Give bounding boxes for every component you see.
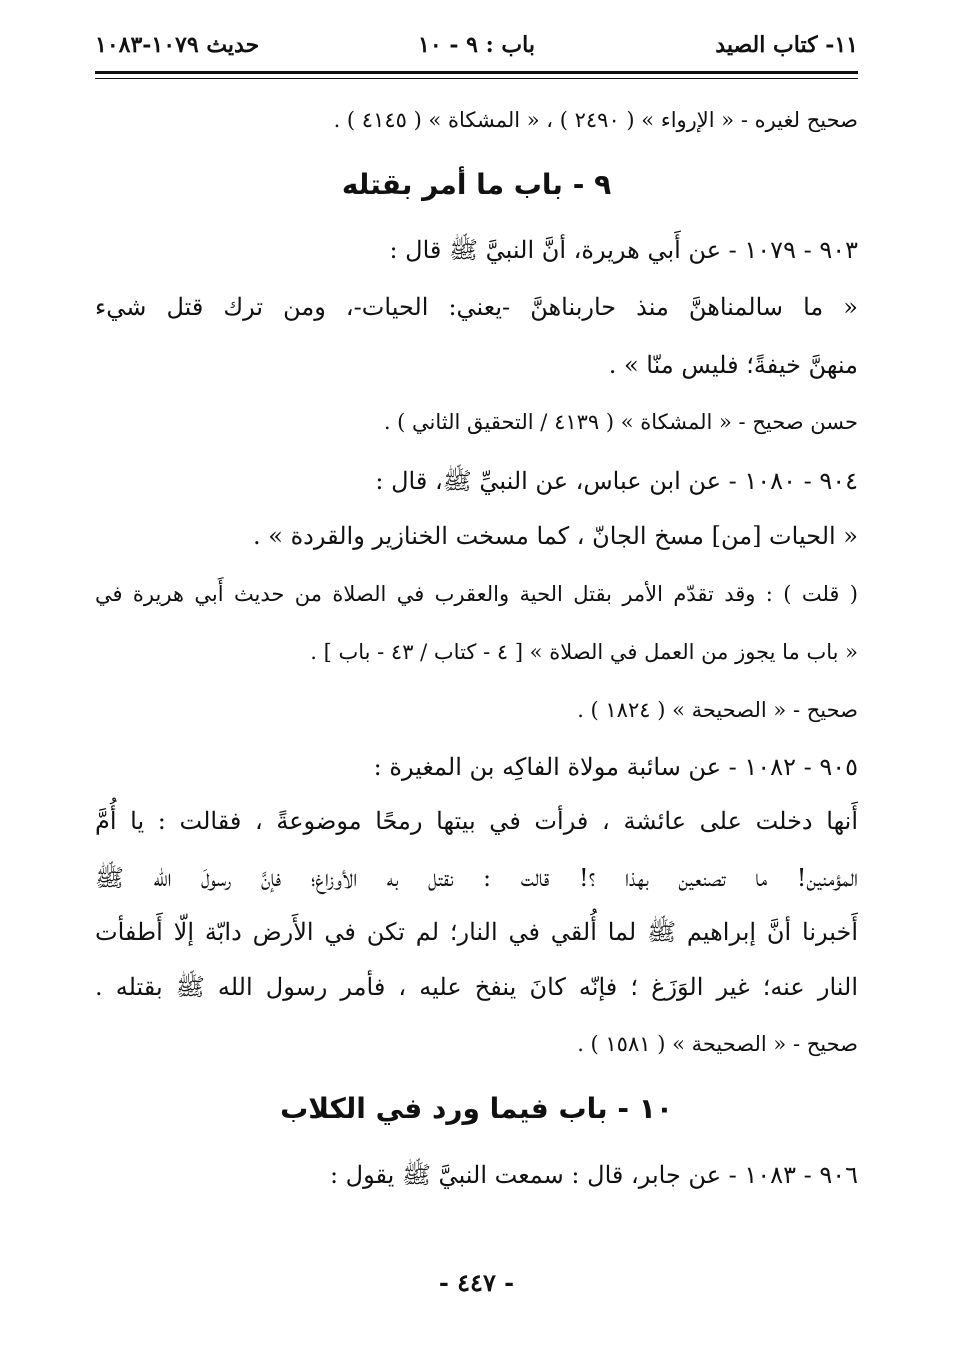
hadith-text-line: « الحيات [من] مسخ الجانّ ، كما مسخت الخنازير والقردة » . — [253, 522, 858, 550]
note-line: ( قلت ) : وقد تقدّم الأمر بقتل الحية والعقرب في الصلاة من حديث أَبي هريرة في — [95, 582, 858, 606]
grading-line: صحيح - « الصحيحة » ( ١٥٨١ ) . — [577, 1032, 858, 1056]
header-rule-thin — [95, 78, 858, 79]
hadith-text-line: « ما سالمناهنَّ منذ حاربناهنَّ -يعني: الحيات-، ومن ترك قتل شيء — [95, 293, 858, 321]
header-bab-range: باب : ٩ - ١٠ — [418, 32, 535, 58]
chapter-heading: ٩ - باب ما أمر بقتله — [341, 168, 612, 201]
hadith-isnad-line: ٩٠٤ - ١٠٨٠ - عن ابن عباس، عن النبيِّ ﷺ، قال : — [375, 467, 858, 495]
running-header — [95, 28, 858, 68]
header-rule-thick — [95, 71, 858, 74]
header-book-title: ١١- كتاب الصيد — [715, 32, 858, 58]
hadith-isnad-line: ٩٠٣ - ١٠٧٩ - عن أَبي هريرة، أنَّ النبيَّ ﷺ قال : — [389, 236, 858, 264]
hadith-text-line: النار عنه؛ غير الوَزَغ ؛ فإنّه كانَ ينفخ عليه ، فأمر رسول الله ﷺ بقتله . — [95, 973, 858, 1001]
header-hadith-range: حديث ١٠٧٩-١٠٨٣ — [95, 32, 260, 58]
hadith-text-line: أَخبرنا أنَّ إبراهيم ﷺ لما أُلقي في النار؛ لم تكن في الأَرض دابّة إلّا أَطفأت — [95, 918, 858, 946]
hadith-isnad-line: ٩٠٥ - ١٠٨٢ - عن سائبة مولاة الفاكِه بن المغيرة : — [373, 753, 858, 781]
hadith-isnad-line: ٩٠٦ - ١٠٨٣ - عن جابر، قال : سمعت النبيَّ ﷺ يقول : — [329, 1161, 858, 1189]
hadith-text-line: أَنها دخلت على عائشة ، فرأت في بيتها رمحًا موضوعةً ، فقالت : يا أُمَّ — [95, 807, 858, 835]
grading-line: صحيح لغيره - « الإرواء » ( ٢٤٩٠ ) ، « المشكاة » ( ٤١٤٥ ) . — [333, 108, 858, 132]
note-line: « باب ما يجوز من العمل في الصلاة » [ ٤ - كتاب / ٤٣ - باب ] . — [310, 640, 858, 664]
grading-line: صحيح - « الصحيحة » ( ١٨٢٤ ) . — [577, 698, 858, 722]
hadith-text-line: منهنَّ خيفةً؛ فليس منّا » . — [608, 351, 858, 379]
chapter-heading: ١٠ - باب فيما ورد في الكلاب — [280, 1092, 673, 1125]
page-number: - ٤٤٧ - — [438, 1268, 515, 1297]
grading-line: حسن صحيح - « المشكاة » ( ٤١٣٩ / التحقيق الثاني ) . — [383, 410, 858, 434]
hadith-text-line: المؤمنين! ما تصنعين بهذا ؟! قالت : نقتل به الأوزاغ؛ فإنَّ رسولَ الله ﷺ — [95, 864, 858, 892]
